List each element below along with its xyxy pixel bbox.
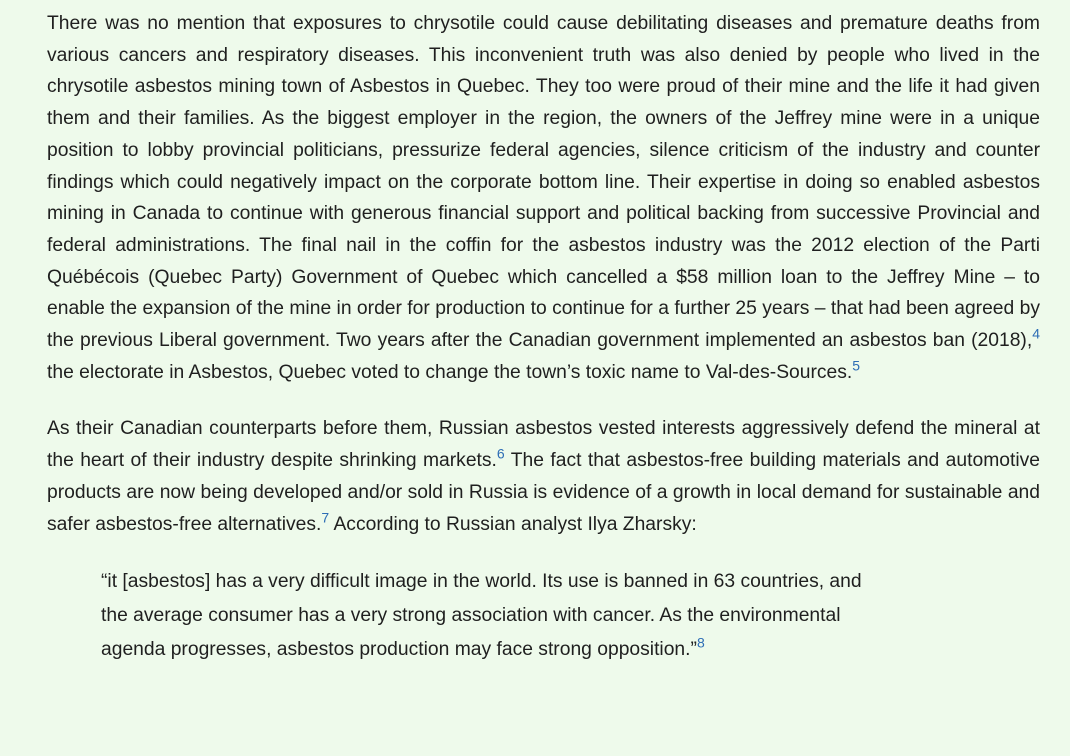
article-body bbox=[47, 8, 1040, 667]
paragraph-2-text-continued: The fact that asbestos-free building materials and automotive products are now being developed and/or sold in Russia is evidence of a growth in local demand for sustainable and safer asbestos-free alternatives. bbox=[47, 450, 1040, 535]
footnote-link-4[interactable]: 4 bbox=[1032, 325, 1040, 342]
quote-line-2: the average consumer has a very strong association with cancer. As the environmental bbox=[101, 605, 841, 627]
block-quote-zharsky bbox=[101, 565, 1001, 667]
paragraph-2-text: As their Canadian counterparts before them, Russian asbestos vested interests aggressively defend the mineral at the heart of their industry despite shrinking markets. bbox=[47, 418, 1040, 472]
quote-line-3: agenda progresses, asbestos production may face strong opposition.” bbox=[101, 639, 697, 661]
footnote-link-8[interactable]: 8 bbox=[696, 634, 705, 651]
quote-line-1: “it [asbestos] has a very difficult image in the world. Its use is banned in 63 countries, and bbox=[101, 571, 862, 593]
paragraph-1-text: There was no mention that exposures to chrysotile could cause debilitating diseases and premature deaths from various cancers and respiratory diseases. This inconvenient truth was also denied by people who lived in the chrysotile asbestos mining town of Asbestos in Quebec. They too were proud of their mine and the life it had given them and their families. As the biggest employer in the region, the owners of the Jeffrey mine were in a unique position to lobby provincial politicians, pressurize federal agencies, silence criticism of the industry and counter findings which could negatively impact on the corporate bottom line. Their expertise in doing so enabled asbestos mining in Canada to continue with generous financial support and political backing from successive Provincial and federal administrations. The final nail in the coffin for the asbestos industry was the 2012 election of the Parti Québécois (Quebec Party) Government of Quebec which cancelled a $58 million loan to the Jeffrey Mine – to enable the expansion of the mine in order for production to continue for a further 25 years – that had been agreed by the previous Liberal government. Two years after the Canadian government implemented an asbestos ban (2018), bbox=[47, 13, 1040, 352]
paragraph-2-text-end: According to Russian analyst Ilya Zharsky: bbox=[329, 513, 697, 535]
footnote-link-7[interactable]: 7 bbox=[321, 508, 330, 525]
footnote-link-5[interactable]: 5 bbox=[852, 357, 861, 374]
quote-text bbox=[101, 565, 1001, 667]
paragraph-russian-asbestos bbox=[47, 413, 1040, 540]
footnote-link-6[interactable]: 6 bbox=[496, 445, 505, 462]
paragraph-1-text-continued: the electorate in Asbestos, Quebec voted to change the town’s toxic name to Val-des-Sources. bbox=[47, 361, 853, 383]
paragraph-asbestos-quebec bbox=[47, 8, 1040, 388]
